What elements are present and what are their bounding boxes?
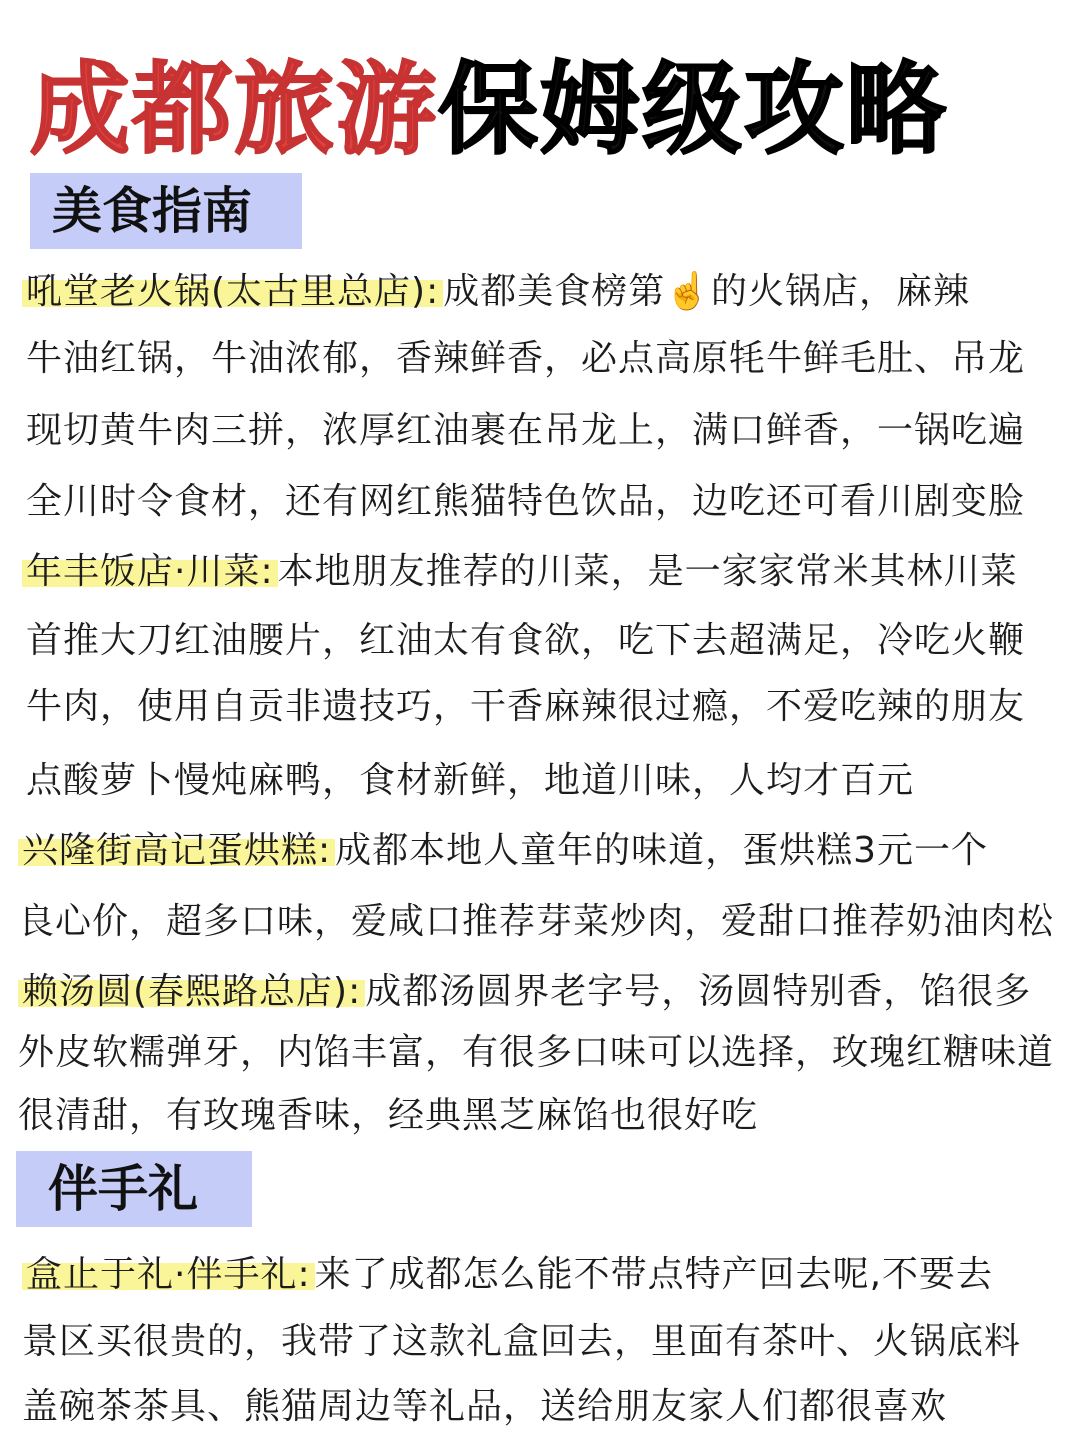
entry-3-text-1: 成都本地人童年的味道，蛋烘糕3元一个 <box>335 830 989 871</box>
entry-1-line-2: 牛油红锅，牛油浓郁，香辣鲜香，必点高原牦牛鲜毛肚、吊龙 <box>26 338 1026 379</box>
entry-1-line-1 <box>26 263 970 314</box>
entry-2-line-3: 牛肉，使用自贡非遗技巧，干香麻辣很过瘾，不爱吃辣的朋友 <box>26 686 1026 727</box>
entry-1-text-1: 成都美食榜第☝️的火锅店，麻辣 <box>443 271 971 312</box>
entry-3-line-1 <box>22 822 988 873</box>
entry-4-line-1 <box>22 963 1031 1014</box>
entry-4-text-1: 成都汤圆界老字号，汤圆特别香，馅很多 <box>365 971 1032 1012</box>
entry-2-line-1 <box>26 543 1018 594</box>
entry-4-line-2: 外皮软糯弹牙，内馅丰富，有很多口味可以选择，玫瑰红糖味道 <box>18 1032 1055 1073</box>
entry-5-line-3: 盖碗茶茶具、熊猫周边等礼品，送给朋友家人们都很喜欢 <box>22 1386 948 1427</box>
entry-4-name: 赖汤圆(春熙路总店): <box>18 971 365 1012</box>
entry-2-text-1: 本地朋友推荐的川菜，是一家家常米其林川菜 <box>277 551 1018 592</box>
entry-5-line-2: 景区买很贵的，我带了这款礼盒回去，里面有茶叶、火锅底料 <box>22 1321 1022 1362</box>
entry-2-name: 年丰饭店·川菜: <box>22 551 278 592</box>
entry-3-line-2: 良心价，超多口味，爱咸口推荐芽菜炒肉，爱甜口推荐奶油肉松 <box>18 901 1055 942</box>
entry-5-name: 盒止于礼·伴手礼: <box>22 1254 315 1295</box>
entry-1-name: 吼堂老火锅(太古里总店): <box>22 271 443 312</box>
title-red-part: 成都旅游 <box>30 51 438 168</box>
entry-3-name: 兴隆街高记蛋烘糕: <box>18 830 335 871</box>
entry-2-line-2: 首推大刀红油腰片，红油太有食欲，吃下去超满足，冷吃火鞭 <box>26 620 1026 661</box>
entry-5-text-1: 来了成都怎么能不带点特产回去呢,不要去 <box>314 1254 994 1295</box>
entry-5-line-1 <box>26 1246 993 1297</box>
title-black-part: 保姆级攻略 <box>438 51 948 168</box>
entry-1-line-4: 全川时令食材，还有网红熊猫特色饮品，边吃还可看川剧变脸 <box>26 481 1026 522</box>
entry-1-line-3: 现切黄牛肉三拼，浓厚红油裹在吊龙上，满口鲜香，一锅吃遍 <box>26 410 1026 451</box>
entry-2-line-4: 点酸萝卜慢炖麻鸭，食材新鲜，地道川味，人均才百元 <box>26 760 915 801</box>
page-title <box>30 44 1060 176</box>
section-heading-food: 美食指南 <box>30 173 302 249</box>
entry-4-line-3: 很清甜，有玫瑰香味，经典黑芝麻馅也很好吃 <box>18 1095 759 1136</box>
section-heading-gift: 伴手礼 <box>16 1151 252 1227</box>
